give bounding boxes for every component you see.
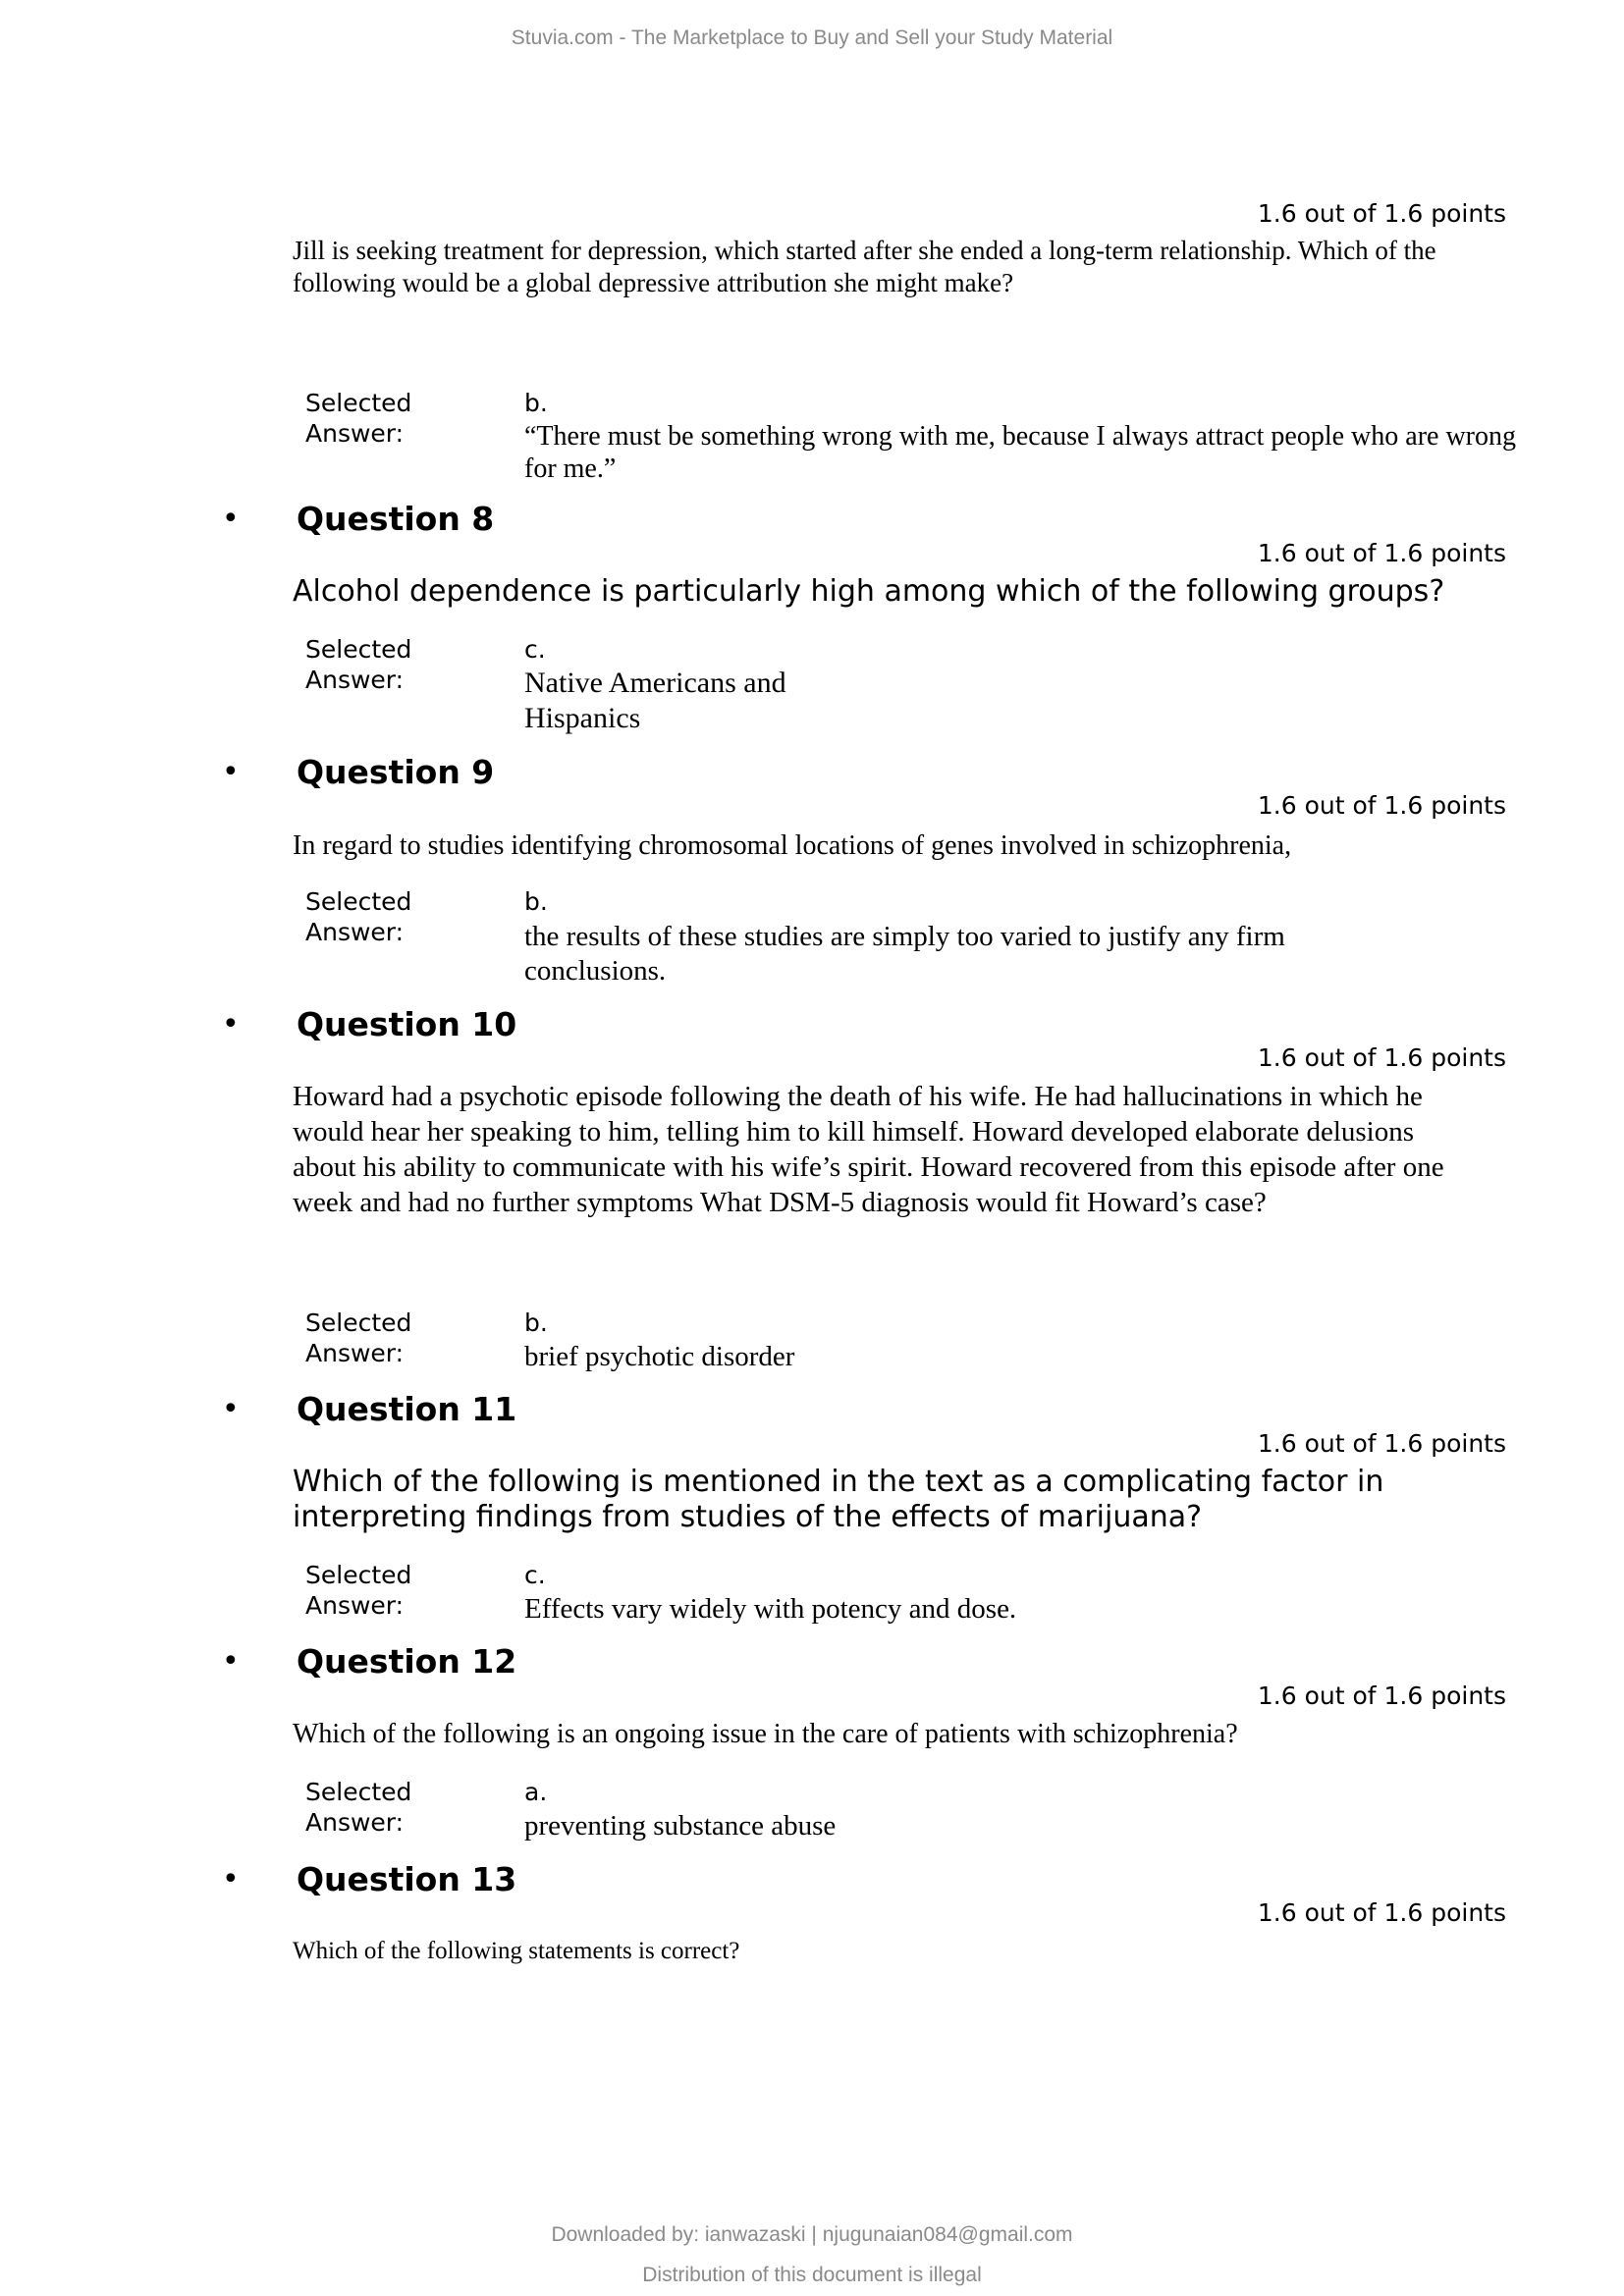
question-9-title: Question 9: [297, 753, 495, 791]
selected-answer-text: [524, 1809, 836, 1842]
question-10-points: 1.6 out of 1.6 points: [1257, 1043, 1506, 1072]
label-line: Answer:: [305, 1591, 405, 1620]
text-line: In regard to studies identifying chromosomal locations of genes involved in schizophrenia,: [293, 830, 1292, 861]
question-11-text: [293, 1465, 1383, 1535]
question-7-text: [293, 235, 1436, 299]
question-11-title: Question 11: [297, 1390, 517, 1428]
label-line: Selected: [305, 1308, 412, 1337]
text-line: Jill is seeking treatment for depression, which started after she ended a long-term relationship. Which of the: [293, 236, 1436, 265]
text-line: Which of the following is mentioned in the text as a complicating factor in: [293, 1465, 1384, 1499]
bullet-icon: •: [222, 755, 240, 789]
question-13-points: 1.6 out of 1.6 points: [1257, 1898, 1506, 1927]
footer-downloaded-by: Downloaded by: ianwazaski | njugunaian084@gmail.com: [551, 2223, 1073, 2246]
question-13-title: Question 13: [297, 1860, 517, 1898]
selected-answer-label: [305, 1308, 411, 1368]
answer-letter: c.: [524, 1561, 546, 1589]
question-13-text: [293, 1937, 739, 1966]
answer-letter: b.: [524, 389, 548, 417]
footer-distribution-notice: Distribution of this document is illegal: [642, 2264, 982, 2286]
text-line: week and had no further symptoms What DSM-5 diagnosis would fit Howard’s case?: [293, 1187, 1267, 1218]
question-9-points: 1.6 out of 1.6 points: [1257, 791, 1506, 820]
question-7-points: 1.6 out of 1.6 points: [1257, 199, 1506, 228]
question-12-title: Question 12: [297, 1642, 517, 1681]
text-line: Native Americans and: [524, 667, 786, 699]
bullet-icon: •: [222, 1007, 240, 1041]
label-line: Selected: [305, 887, 412, 916]
selected-answer-text: [524, 1340, 794, 1373]
text-line: Which of the following statements is correct?: [293, 1938, 740, 1964]
selected-answer-text: [524, 666, 786, 736]
text-line: conclusions.: [524, 955, 667, 987]
question-10-text: [293, 1079, 1444, 1220]
question-11-points: 1.6 out of 1.6 points: [1257, 1429, 1506, 1458]
text-line: about his ability to communicate with his wife’s spirit. Howard recovered from this episode after one: [293, 1151, 1444, 1183]
question-9-text: [293, 829, 1291, 862]
text-line: preventing substance abuse: [524, 1810, 837, 1842]
bullet-icon: •: [222, 1644, 240, 1679]
selected-answer-label: [305, 388, 411, 449]
label-line: Answer:: [305, 419, 405, 448]
answer-letter: c.: [524, 635, 546, 664]
text-line: Effects vary widely with potency and dose.: [524, 1593, 1017, 1625]
text-line: Alcohol dependence is particularly high among which of the following groups?: [293, 574, 1445, 609]
label-line: Selected: [305, 1561, 412, 1589]
answer-letter: b.: [524, 1308, 548, 1337]
text-line: interpreting findings from studies of the effects of marijuana?: [293, 1500, 1203, 1534]
question-8-points: 1.6 out of 1.6 points: [1257, 539, 1506, 567]
selected-answer-label: [305, 1560, 411, 1621]
answer-letter: b.: [524, 887, 548, 916]
bullet-icon: •: [222, 1862, 240, 1896]
selected-answer-label: [305, 1777, 411, 1838]
label-line: Answer:: [305, 666, 405, 694]
question-10-title: Question 10: [297, 1005, 517, 1043]
selected-answer-text: [524, 1592, 1016, 1626]
text-line: Hispanics: [524, 702, 641, 734]
text-line: brief psychotic disorder: [524, 1341, 795, 1372]
selected-answer-label: [305, 886, 411, 947]
bullet-icon: •: [222, 1392, 240, 1426]
question-12-points: 1.6 out of 1.6 points: [1257, 1682, 1506, 1710]
text-line: would hear her speaking to him, telling him to kill himself. Howard developed elaborate delusions: [293, 1116, 1415, 1148]
text-line: for me.”: [524, 454, 617, 484]
answer-letter: a.: [524, 1778, 548, 1806]
label-line: Selected: [305, 389, 412, 417]
text-line: following would be a global depressive attribution she might make?: [293, 268, 1014, 297]
question-12-text: [293, 1718, 1238, 1750]
label-line: Selected: [305, 1778, 412, 1806]
text-line: Howard had a psychotic episode following the death of his wife. He had hallucinations in which he: [293, 1081, 1423, 1112]
label-line: Answer:: [305, 1339, 405, 1367]
label-line: Answer:: [305, 918, 405, 946]
page-header: Stuvia.com - The Marketplace to Buy and Sell your Study Material: [511, 27, 1113, 49]
question-8-title: Question 8: [297, 500, 495, 538]
text-line: the results of these studies are simply too varied to justify any firm: [524, 921, 1285, 952]
selected-answer-text: [524, 420, 1516, 485]
label-line: Answer:: [305, 1808, 405, 1837]
bullet-icon: •: [222, 502, 240, 536]
text-line: Which of the following is an ongoing issue in the care of patients with schizophrenia?: [293, 1719, 1238, 1749]
selected-answer-text: [524, 920, 1285, 988]
text-line: “There must be something wrong with me, because I always attract people who are wrong: [524, 421, 1516, 452]
question-8-text: [293, 574, 1444, 610]
selected-answer-label: [305, 634, 411, 695]
label-line: Selected: [305, 635, 412, 664]
